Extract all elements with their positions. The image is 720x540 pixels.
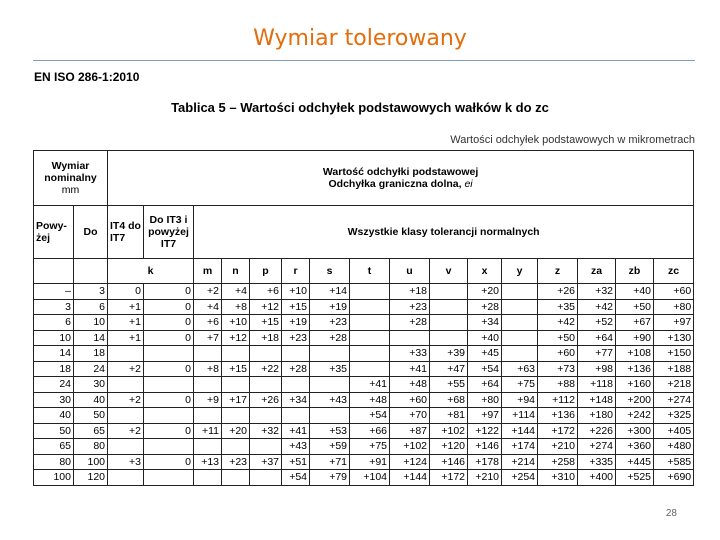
table-cell <box>350 299 390 315</box>
table-cell: +79 <box>310 470 350 486</box>
table-cell: +146 <box>468 439 502 455</box>
table-cell: +94 <box>502 392 538 408</box>
table-cell: 0 <box>144 299 194 315</box>
table-cell: +80 <box>654 299 694 315</box>
table-cell: 24 <box>34 377 74 393</box>
table-cell <box>350 315 390 331</box>
table-cell: +64 <box>468 377 502 393</box>
table-cell: +172 <box>538 423 578 439</box>
table-cell: +3 <box>108 454 144 470</box>
table-cell: +75 <box>502 377 538 393</box>
table-cell: +19 <box>282 315 310 331</box>
table-cell: +1 <box>108 330 144 346</box>
table-cell: +23 <box>282 330 310 346</box>
tolerance-table <box>33 150 694 486</box>
table-body <box>34 284 694 486</box>
table-cell: +28 <box>468 299 502 315</box>
table-cell: +19 <box>310 299 350 315</box>
table-cell: +68 <box>430 392 468 408</box>
table-cell: 80 <box>74 439 108 455</box>
table-cell <box>194 377 222 393</box>
table-cell: +210 <box>468 470 502 486</box>
table-cell: 14 <box>74 330 108 346</box>
table-cell: +7 <box>194 330 222 346</box>
table-caption: Tablica 5 – Wartości odchyłek podstawowych wałków k do zc <box>171 100 549 115</box>
table-cell: +6 <box>250 284 282 300</box>
table-cell: 18 <box>34 361 74 377</box>
units-note: Wartości odchyłek podstawowych w mikrometrach <box>450 134 695 146</box>
over-header: Powy-żej <box>34 206 74 259</box>
table-cell: 100 <box>74 454 108 470</box>
table-cell: +91 <box>350 454 390 470</box>
table-cell: +98 <box>578 361 616 377</box>
table-cell: +136 <box>616 361 654 377</box>
table-row <box>34 439 694 455</box>
table-cell <box>250 470 282 486</box>
nominal-size-line1: Wymiar <box>51 160 90 172</box>
table-cell: +14 <box>310 284 350 300</box>
table-cell <box>390 330 430 346</box>
table-cell: +11 <box>194 423 222 439</box>
table-cell: +136 <box>538 408 578 424</box>
table-cell: +52 <box>578 315 616 331</box>
table-cell: +690 <box>654 470 694 486</box>
table-cell: 0 <box>144 315 194 331</box>
table-cell <box>282 346 310 362</box>
table-cell <box>502 299 538 315</box>
table-cell <box>194 439 222 455</box>
letter-header-row <box>34 259 694 284</box>
table-cell: +118 <box>578 377 616 393</box>
table-cell: +130 <box>654 330 694 346</box>
table-cell: 50 <box>74 408 108 424</box>
table-cell <box>350 330 390 346</box>
table-cell: +54 <box>468 361 502 377</box>
table-cell: +218 <box>654 377 694 393</box>
empty-header-cell <box>74 259 108 284</box>
table-cell: +43 <box>310 392 350 408</box>
table-row <box>34 392 694 408</box>
table-cell: 18 <box>74 346 108 362</box>
table-cell <box>222 346 250 362</box>
table-cell: +71 <box>310 454 350 470</box>
table-cell: +42 <box>538 315 578 331</box>
table-cell <box>250 408 282 424</box>
table-cell <box>502 346 538 362</box>
table-cell: +66 <box>350 423 390 439</box>
table-cell <box>310 408 350 424</box>
table-cell: +144 <box>390 470 430 486</box>
table-cell: +60 <box>654 284 694 300</box>
table-cell: 80 <box>34 454 74 470</box>
table-cell <box>430 284 468 300</box>
table-cell: 50 <box>34 423 74 439</box>
table-cell: +15 <box>282 299 310 315</box>
table-cell: +53 <box>310 423 350 439</box>
table-cell: +48 <box>350 392 390 408</box>
table-cell: +87 <box>390 423 430 439</box>
table-cell: +37 <box>250 454 282 470</box>
table-cell: +146 <box>430 454 468 470</box>
table-cell <box>108 377 144 393</box>
table-cell: +10 <box>282 284 310 300</box>
table-cell: +274 <box>654 392 694 408</box>
table-cell: 0 <box>144 392 194 408</box>
table-cell: +54 <box>282 470 310 486</box>
letter-header: z <box>538 259 578 284</box>
table-row <box>34 330 694 346</box>
table-cell: 40 <box>34 408 74 424</box>
table-cell: +102 <box>390 439 430 455</box>
table-cell: +210 <box>538 439 578 455</box>
table-cell: +34 <box>282 392 310 408</box>
table-cell: +15 <box>222 361 250 377</box>
table-row <box>34 408 694 424</box>
table-row <box>34 423 694 439</box>
table-cell <box>108 408 144 424</box>
table-cell: +4 <box>222 284 250 300</box>
table-cell: +55 <box>430 377 468 393</box>
table-row <box>34 470 694 486</box>
table-cell <box>144 439 194 455</box>
table-cell: +10 <box>222 315 250 331</box>
table-cell: 0 <box>144 330 194 346</box>
table-cell: +18 <box>250 330 282 346</box>
table-cell: +242 <box>616 408 654 424</box>
table-cell <box>222 470 250 486</box>
table-cell: +97 <box>468 408 502 424</box>
it4-it7-header: IT4 do IT7 <box>108 206 144 259</box>
table-cell: +17 <box>222 392 250 408</box>
table-cell: +23 <box>310 315 350 331</box>
table-cell: +32 <box>578 284 616 300</box>
table-cell: 24 <box>74 361 108 377</box>
table-cell <box>430 299 468 315</box>
slide-title: Wymiar tolerowany <box>253 26 467 51</box>
table-cell: +32 <box>250 423 282 439</box>
table-cell: +525 <box>616 470 654 486</box>
table-cell: +108 <box>616 346 654 362</box>
table-cell: +51 <box>282 454 310 470</box>
table-row <box>34 377 694 393</box>
table-cell: 0 <box>144 284 194 300</box>
table-cell: 0 <box>108 284 144 300</box>
table-cell: +144 <box>502 423 538 439</box>
table-cell <box>310 377 350 393</box>
table-cell: +39 <box>430 346 468 362</box>
it3-header: Do IT3 i powyżej IT7 <box>144 206 194 259</box>
table-cell: +50 <box>538 330 578 346</box>
table-cell: 65 <box>74 423 108 439</box>
table-cell <box>250 346 282 362</box>
table-cell: 10 <box>74 315 108 331</box>
table-cell: +28 <box>310 330 350 346</box>
table-cell <box>310 346 350 362</box>
letter-header: y <box>502 259 538 284</box>
table-cell <box>108 346 144 362</box>
table-cell: +60 <box>538 346 578 362</box>
table-cell <box>144 470 194 486</box>
table-cell: +35 <box>538 299 578 315</box>
table-cell <box>282 408 310 424</box>
table-cell: 14 <box>34 346 74 362</box>
table-cell: – <box>34 284 74 300</box>
standard-reference: EN ISO 286-1:2010 <box>34 70 140 84</box>
table-cell: +33 <box>390 346 430 362</box>
table-cell: +60 <box>390 392 430 408</box>
table-cell: +20 <box>468 284 502 300</box>
table-cell: +188 <box>654 361 694 377</box>
table-cell: +226 <box>578 423 616 439</box>
table-cell: 0 <box>144 423 194 439</box>
table-cell: 6 <box>34 315 74 331</box>
table-cell: +112 <box>538 392 578 408</box>
table-cell: +360 <box>616 439 654 455</box>
table-cell: +1 <box>108 299 144 315</box>
letter-header: k <box>108 259 194 284</box>
table-cell: 100 <box>34 470 74 486</box>
table-cell: 120 <box>74 470 108 486</box>
table-cell: +64 <box>578 330 616 346</box>
table-cell: +480 <box>654 439 694 455</box>
table-cell: +48 <box>390 377 430 393</box>
table-cell: 0 <box>144 454 194 470</box>
table-cell: +15 <box>250 315 282 331</box>
table-cell <box>502 330 538 346</box>
table-cell: +54 <box>350 408 390 424</box>
table-cell: +160 <box>616 377 654 393</box>
table-cell: +88 <box>538 377 578 393</box>
table-cell: +81 <box>430 408 468 424</box>
table-cell <box>194 470 222 486</box>
letter-header: r <box>282 259 310 284</box>
letter-header: s <box>310 259 350 284</box>
table-cell <box>194 346 222 362</box>
letter-header: n <box>222 259 250 284</box>
table-cell <box>250 439 282 455</box>
table-cell: +12 <box>222 330 250 346</box>
table-cell: +70 <box>390 408 430 424</box>
table-cell: +50 <box>616 299 654 315</box>
table-cell <box>144 346 194 362</box>
header-row-1 <box>34 151 694 206</box>
table-cell: +6 <box>194 315 222 331</box>
table-cell: +77 <box>578 346 616 362</box>
table-cell: +8 <box>222 299 250 315</box>
letter-header: p <box>250 259 282 284</box>
table-cell <box>502 315 538 331</box>
table-cell: +8 <box>194 361 222 377</box>
table-cell: +120 <box>430 439 468 455</box>
table-cell: +13 <box>194 454 222 470</box>
table-cell: 40 <box>74 392 108 408</box>
table-cell: +148 <box>578 392 616 408</box>
table-cell <box>350 361 390 377</box>
empty-header-cell <box>34 259 74 284</box>
table-cell: 65 <box>34 439 74 455</box>
table-cell <box>350 346 390 362</box>
table-cell <box>430 315 468 331</box>
table-cell: +178 <box>468 454 502 470</box>
table-cell: +63 <box>502 361 538 377</box>
table-cell: +122 <box>468 423 502 439</box>
to-header: Do <box>74 206 108 259</box>
table-cell: +400 <box>578 470 616 486</box>
table-cell <box>250 377 282 393</box>
table-cell <box>282 377 310 393</box>
deviation-value-line2: Odchyłka graniczna dolna, <box>328 178 462 190</box>
table-cell: +41 <box>390 361 430 377</box>
table-cell <box>502 284 538 300</box>
letter-header: m <box>194 259 222 284</box>
table-cell: 10 <box>34 330 74 346</box>
table-cell: +335 <box>578 454 616 470</box>
letter-header: za <box>578 259 616 284</box>
table-row <box>34 361 694 377</box>
table-cell: +4 <box>194 299 222 315</box>
table-cell <box>108 470 144 486</box>
cropped-area <box>33 490 695 540</box>
table-cell: +274 <box>578 439 616 455</box>
table-cell <box>350 284 390 300</box>
table-row <box>34 299 694 315</box>
table-cell: +43 <box>282 439 310 455</box>
nominal-size-header <box>34 151 108 206</box>
table-cell: +174 <box>502 439 538 455</box>
table-cell: +40 <box>616 284 654 300</box>
table-cell: +97 <box>654 315 694 331</box>
table-cell <box>194 408 222 424</box>
table-cell: +59 <box>310 439 350 455</box>
table-cell: +300 <box>616 423 654 439</box>
table-cell: +325 <box>654 408 694 424</box>
table-cell: 3 <box>74 284 108 300</box>
letter-header: x <box>468 259 502 284</box>
table-cell <box>144 377 194 393</box>
table-cell: +41 <box>282 423 310 439</box>
table-cell: +20 <box>222 423 250 439</box>
table-cell: 3 <box>34 299 74 315</box>
table-cell: +150 <box>654 346 694 362</box>
table-cell: +102 <box>430 423 468 439</box>
table-cell: +254 <box>502 470 538 486</box>
table-cell: +40 <box>468 330 502 346</box>
letter-header: zb <box>616 259 654 284</box>
page-number: 28 <box>665 508 677 519</box>
table-cell: +180 <box>578 408 616 424</box>
nominal-size-unit: mm <box>61 184 80 196</box>
table-cell: +75 <box>350 439 390 455</box>
table-cell: +45 <box>468 346 502 362</box>
letter-header: u <box>390 259 430 284</box>
table-cell: +258 <box>538 454 578 470</box>
table-cell: +73 <box>538 361 578 377</box>
table-cell: +310 <box>538 470 578 486</box>
table-cell <box>430 330 468 346</box>
table-cell: +2 <box>108 392 144 408</box>
table-cell: +2 <box>108 423 144 439</box>
table-cell <box>144 408 194 424</box>
table-cell: +172 <box>430 470 468 486</box>
table-row <box>34 315 694 331</box>
table-row <box>34 454 694 470</box>
table-cell: 30 <box>74 377 108 393</box>
table-cell: +1 <box>108 315 144 331</box>
table-cell: 30 <box>34 392 74 408</box>
table-cell <box>222 408 250 424</box>
letter-header: v <box>430 259 468 284</box>
ei-symbol: ei <box>464 178 473 190</box>
letter-header: t <box>350 259 390 284</box>
table-cell: +67 <box>616 315 654 331</box>
table-cell: +2 <box>194 284 222 300</box>
table-cell: +41 <box>350 377 390 393</box>
table-cell: +90 <box>616 330 654 346</box>
table-row <box>34 284 694 300</box>
all-classes-header: Wszystkie klasy tolerancji normalnych <box>194 206 694 259</box>
table-cell: +22 <box>250 361 282 377</box>
table-cell: +114 <box>502 408 538 424</box>
table-cell: +34 <box>468 315 502 331</box>
table-cell: +28 <box>282 361 310 377</box>
table-cell <box>222 377 250 393</box>
table-cell: +9 <box>194 392 222 408</box>
table-cell: +28 <box>390 315 430 331</box>
table-cell: +18 <box>390 284 430 300</box>
table-cell: +42 <box>578 299 616 315</box>
deviation-value-header <box>108 151 694 206</box>
table-cell: +200 <box>616 392 654 408</box>
table-cell: +23 <box>222 454 250 470</box>
header-row-2 <box>34 206 694 259</box>
table-cell: +26 <box>250 392 282 408</box>
table-cell: +585 <box>654 454 694 470</box>
table-cell: +35 <box>310 361 350 377</box>
table-cell: +214 <box>502 454 538 470</box>
table-cell: 6 <box>74 299 108 315</box>
table-cell: +2 <box>108 361 144 377</box>
letter-header: zc <box>654 259 694 284</box>
table-cell: +47 <box>430 361 468 377</box>
table-cell: +124 <box>390 454 430 470</box>
table-cell: +12 <box>250 299 282 315</box>
deviation-value-line1: Wartość odchyłki podstawowej <box>322 166 479 178</box>
table-cell <box>108 439 144 455</box>
table-cell <box>222 439 250 455</box>
table-cell: 0 <box>144 361 194 377</box>
table-row <box>34 346 694 362</box>
nominal-size-line2: nominalny <box>44 172 97 184</box>
table-cell: +23 <box>390 299 430 315</box>
table-cell: +80 <box>468 392 502 408</box>
table-cell: +405 <box>654 423 694 439</box>
table-cell: +26 <box>538 284 578 300</box>
title-divider <box>33 60 695 61</box>
table-cell: +445 <box>616 454 654 470</box>
table-cell: +104 <box>350 470 390 486</box>
